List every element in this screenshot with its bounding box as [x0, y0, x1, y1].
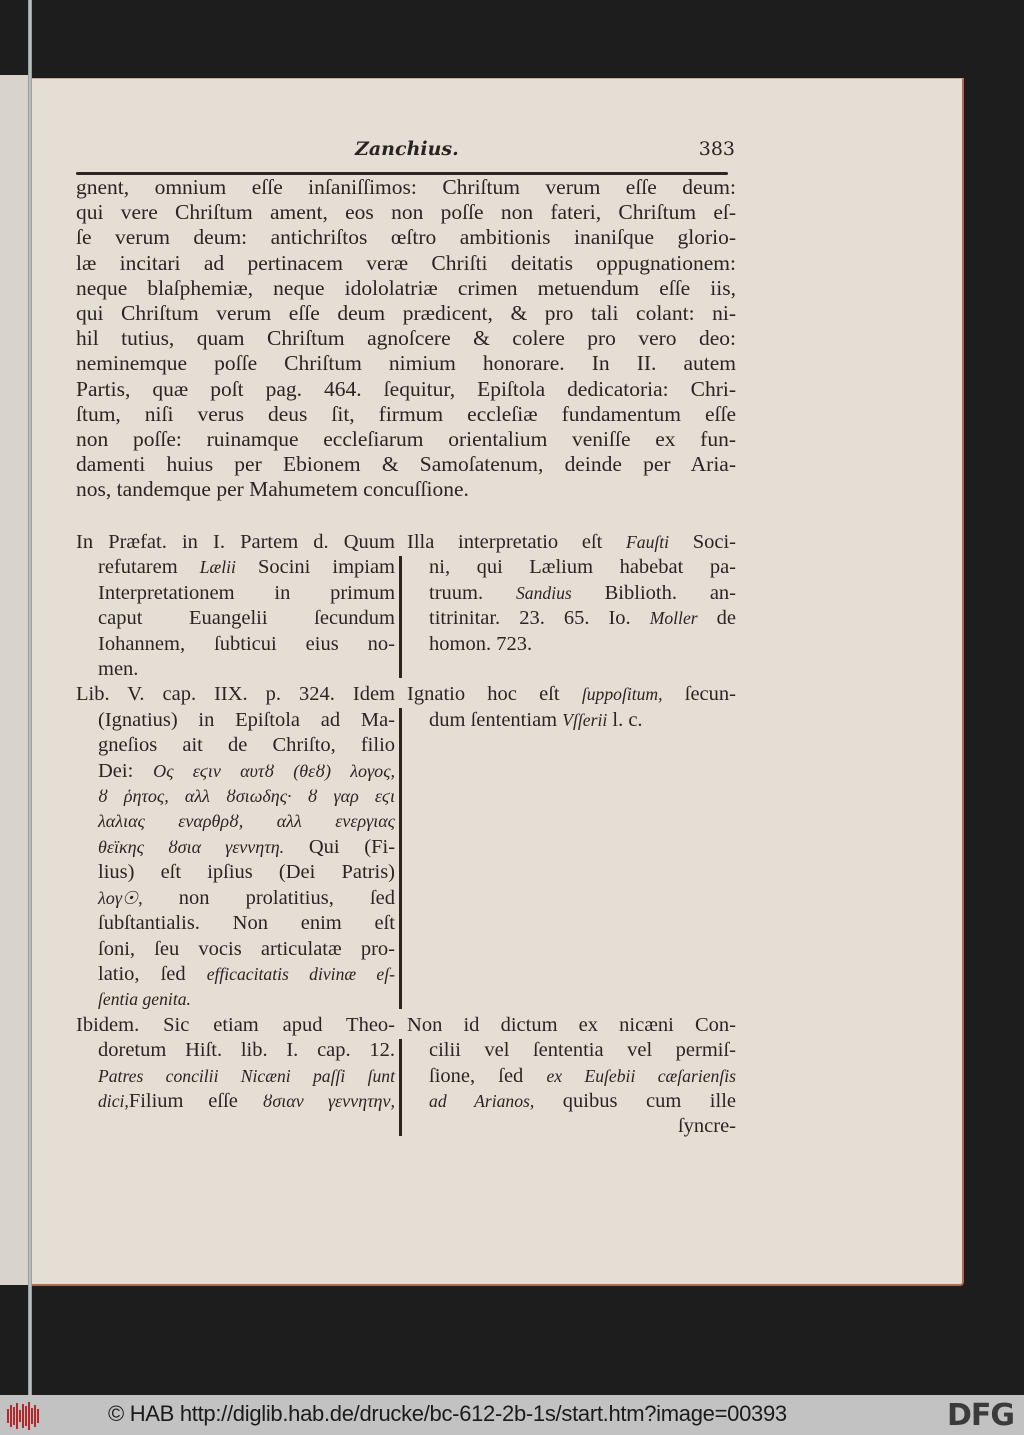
roman-text: Dei:: [98, 759, 154, 782]
note-line: caput Euangelii ſecundum: [98, 607, 396, 630]
roman-text: l. c.: [607, 708, 643, 731]
roman-text: Qui (Fi-: [284, 835, 396, 858]
note-line: Lib. V. cap. IIX. p. 324. Idem: [76, 683, 396, 706]
italic-text: Fauſti: [626, 532, 670, 552]
note-line: [407, 581, 736, 606]
note-line: [76, 1064, 395, 1089]
greek-text: Ος εϛιν αυτȣ (θεȣ) λογος,: [153, 760, 396, 781]
note-line: Ibidem. Sic etiam apud Theo-: [76, 1013, 396, 1036]
body-line: Partis, quæ poſt pag. 464. ſequitur, Epiſtola dedicatoria: Chri-: [76, 376, 736, 401]
italic-text: efficacitatis divinæ eſ-: [206, 963, 396, 984]
greek-text: λαλιας εναρθρȣ, αλλ ενεργιας: [98, 811, 396, 832]
running-head: [75, 138, 735, 162]
note-line: [76, 835, 395, 860]
italic-text: ſuppoſitum,: [581, 684, 663, 705]
roman-text: Illa interpretatio eſt: [407, 531, 627, 553]
body-line: hil tutius, quam Chriſtum agnoſcere & colere pro vero deo:: [76, 326, 736, 351]
column-divider: [399, 708, 402, 1008]
note-row: [76, 530, 736, 682]
note-line: ſyncre-: [677, 1115, 736, 1138]
body-line: neminemque poſſe Chriſtum nimium honorare. In II. autem: [76, 351, 736, 376]
roman-text: Biblioth. an-: [571, 581, 737, 604]
note-line: [76, 759, 395, 784]
note-line: (Ignatius) in Epiſtola ad Ma-: [98, 708, 396, 731]
note-line: In Præfat. in I. Partem d. Quum: [76, 531, 396, 553]
note-line: homon. 723.: [429, 632, 533, 655]
hab-logo-icon[interactable]: [7, 1402, 43, 1430]
roman-text: quibus cum ille: [534, 1089, 736, 1112]
column-divider: [399, 1039, 402, 1136]
note-line: ſubſtantialis. Non enim eſt: [98, 912, 396, 935]
italic-text: ex Euſebii cæſarienſis: [546, 1065, 736, 1086]
roman-text: Soci-: [669, 531, 737, 553]
note-row: [76, 1013, 736, 1140]
note-line: [407, 606, 736, 631]
roman-text: Socini impiam: [235, 556, 396, 579]
note-line: men.: [98, 658, 139, 681]
note-line: lius) eſt ipſius (Dei Patris): [98, 861, 396, 884]
commentary-column: [407, 530, 736, 682]
dfg-logo[interactable]: DFG: [946, 1398, 1014, 1433]
note-line: [76, 886, 395, 911]
note-line: ni, qui Lælium habebat pa-: [429, 556, 736, 579]
greek-text: ȣσιαν γεννητην,: [262, 1090, 396, 1111]
citation-column: [76, 1013, 395, 1140]
note-line: [76, 987, 395, 1012]
roman-text: non prolatitius, ſed: [142, 886, 396, 909]
roman-text: ſione, ſed: [429, 1064, 547, 1087]
commentary-column: [407, 1013, 736, 1140]
roman-text: titrinitar. 23. 65. Io.: [429, 607, 650, 630]
citation-column: [76, 530, 395, 682]
body-line: damenti huius per Ebionem & Samoſatenum, deinde per Aria-: [76, 452, 736, 477]
footer-bar: [0, 1395, 1024, 1435]
italic-text: Vſſerii: [562, 709, 608, 730]
greek-text: λογ☉,: [98, 887, 143, 908]
note-line: [407, 682, 736, 707]
note-line: Iohannem, ſubticui eius no-: [98, 632, 396, 655]
commentary-column: [407, 682, 736, 1012]
roman-text: truum.: [429, 581, 516, 604]
italic-text: ſentia genita.: [98, 989, 191, 1010]
note-line: Non id dictum ex nicæni Con-: [407, 1013, 736, 1036]
note-line: [76, 1089, 395, 1114]
note-line: [76, 809, 395, 834]
running-head-title: Zanchius.: [355, 138, 459, 160]
roman-text: Filium eſſe: [128, 1089, 263, 1112]
roman-text: latio, ſed: [98, 962, 207, 985]
note-line: [407, 530, 736, 555]
body-line: gnent, omnium eſſe inſaniſſimos: Chriſtum verum eſſe deum:: [76, 175, 736, 199]
note-line: Interpretationem in primum: [98, 581, 396, 604]
main-paragraph: [76, 175, 736, 503]
page-number: 383: [698, 138, 735, 160]
note-line: cilii vel ſententia vel permiſ-: [429, 1039, 736, 1062]
note-line: [407, 1064, 736, 1089]
body-line: neque blaſphemiæ, neque idololatriæ crimen metuendum eſſe iis,: [76, 275, 736, 300]
italic-text: Lælii: [199, 557, 236, 578]
body-line: non poſſe: ruinamque eccleſiarum orientalium veniſſe ex fun-: [76, 427, 736, 452]
note-line: [76, 962, 395, 987]
previous-page-edge: [0, 75, 30, 1285]
note-line: gneſios ait de Chriſto, filio: [98, 734, 396, 757]
body-line: nos, tandemque per Mahumetem concuſſione.: [76, 477, 469, 502]
italic-text: dici,: [98, 1090, 129, 1111]
italic-text: ad Arianos,: [429, 1090, 535, 1111]
note-line: doretum Hiſt. lib. I. cap. 12.: [98, 1039, 396, 1062]
roman-text: dum ſententiam: [429, 708, 563, 731]
note-line: [76, 555, 395, 580]
note-line: [407, 708, 736, 733]
body-line: ſtum, niſi verus deus ſit, firmum eccleſiæ fundamentum eſſe: [76, 401, 736, 426]
roman-text: ſecun-: [662, 683, 736, 706]
column-divider: [399, 556, 402, 678]
citation-column: [76, 682, 395, 1012]
greek-text: ȣ ῥητος, αλλ ȣσιωδης· ȣ γαρ εϛι: [98, 786, 396, 807]
body-line: ſe verum deum: antichriſtos œſtro ambitionis inaniſque glorio-: [76, 225, 736, 250]
body-line: qui Chriſtum verum eſſe deum prædicent, & pro tali colant: ni-: [76, 301, 736, 326]
note-line: [407, 1089, 736, 1114]
italic-text: Sandius: [515, 582, 572, 603]
copyright-link[interactable]: © HAB http://diglib.hab.de/drucke/bc-612-2b-1s/start.htm?image=00393: [108, 1401, 787, 1426]
roman-text: de: [697, 607, 736, 630]
note-line: [76, 784, 395, 809]
italic-text: Patres concilii Nicæni paſſi ſunt: [98, 1065, 396, 1086]
note-row: [76, 682, 736, 1012]
roman-text: refutarem: [98, 556, 200, 579]
annotation-columns: [76, 530, 736, 1140]
body-line: læ incitari ad pertinacem veræ Chriſti deitatis oppugnationem:: [76, 250, 736, 275]
italic-text: Moller: [649, 608, 698, 629]
body-line: qui vere Chriſtum ament, eos non poſſe non fateri, Chriſtum eſ-: [76, 200, 736, 225]
greek-text: θεϊκης ȣσια γεννητη.: [98, 836, 285, 857]
note-line: ſoni, ſeu vocis articulatæ pro-: [98, 937, 396, 960]
roman-text: Ignatio hoc eſt: [407, 683, 582, 706]
